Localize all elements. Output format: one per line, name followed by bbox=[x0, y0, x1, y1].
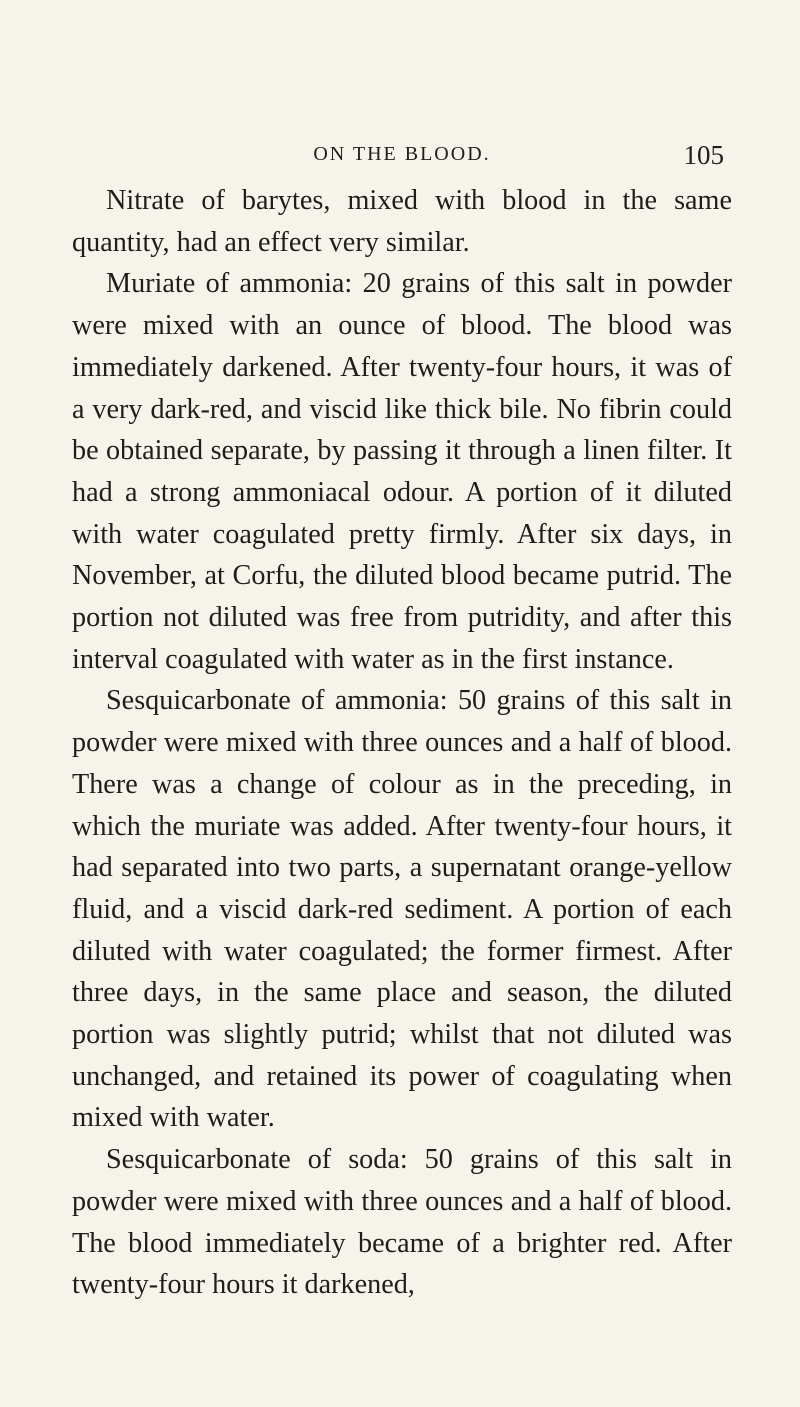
paragraph-sesquicarbonate-of-ammonia: Sesquicarbonate of ammonia: 50 grains of this salt in powder were mixed with three ounces and a half of blood. There was a change of colour as in the preceding, in which the muriate was added. After twenty-four hours, it had separated into two parts, a supernatant orange-yellow fluid, and a viscid dark-red sediment. A portion of each diluted with water coagulated; the former firmest. After three days, in the same place and season, the diluted portion was slightly putrid; whilst that not diluted was unchanged, and retained its power of coagulating when mixed with water. bbox=[72, 685, 732, 1134]
paragraph-muriate-of-ammonia: Muriate of ammonia: 20 grains of this salt in powder were mixed with an ounce of blood. The blood was immediately darkened. After twenty-four hours, it was of a very dark-red, and viscid like thick bile. No fibrin could be obtained separate, by passing it through a linen filter. It had a strong ammoniacal odour. A portion of it diluted with water coagulated pretty firmly. After six days, in November, at Corfu, the diluted blood became putrid. The portion not diluted was free from putridity, and after this interval coagulated with water as in the first instance. bbox=[72, 268, 732, 675]
body-text bbox=[72, 180, 732, 1306]
running-title: ON THE BLOOD. bbox=[313, 143, 491, 165]
page-number: 105 bbox=[683, 140, 724, 170]
paragraph-sesquicarbonate-of-soda: Sesquicarbonate of soda: 50 grains of this salt in powder were mixed with three ounces and a half of blood. The blood immediately became of a brighter red. After twenty-four hours it darkened, bbox=[72, 1144, 732, 1301]
running-head bbox=[72, 140, 732, 170]
paragraph-nitrate-of-barytes: Nitrate of barytes, mixed with blood in the same quantity, had an effect very similar. bbox=[72, 185, 732, 258]
